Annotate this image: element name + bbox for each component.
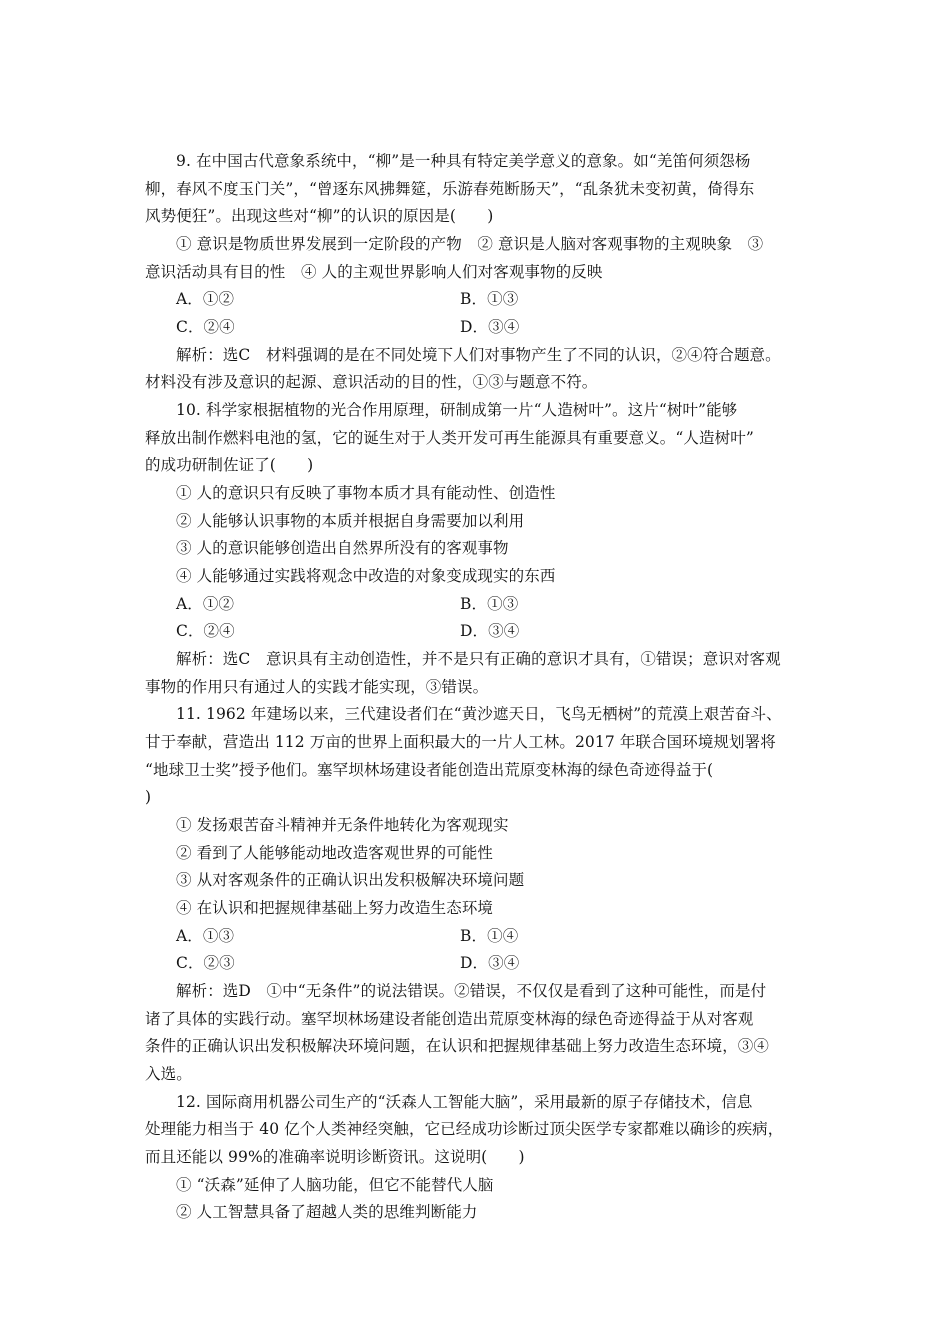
q12-option-1: ① “沃森”延伸了人脑功能，但它不能替代人脑 (176, 1176, 494, 1194)
q11-option-1: ① 发扬艰苦奋斗精神并无条件地转化为客观现实 (176, 816, 509, 834)
q12-stem-line-2: 处理能力相当于 40 亿个人类神经突触，它已经成功诊断过顶尖医学专家都难以确诊的疾病， (145, 1120, 784, 1138)
q10-analysis-line-2: 事物的作用只有通过人的实践才能实现，③错误。 (145, 678, 489, 696)
q10-option-3: ③ 人的意识能够创造出自然界所没有的客观事物 (176, 539, 509, 557)
q11-option-3: ③ 从对客观条件的正确认识出发积极解决环境问题 (176, 871, 525, 889)
q11-analysis-line-2: 诸了具体的实践行动。塞罕坝林场建设者能创造出荒原变林海的绿色奇迹得益于从对客观 (145, 1010, 754, 1028)
q10-option-1: ① 人的意识只有反映了事物本质才具有能动性、创造性 (176, 484, 556, 502)
q11-stem-line-3: “地球卫士奖”授予他们。塞罕坝林场建设者能创造出荒原变林海的绿色奇迹得益于( (145, 761, 714, 779)
q9-analysis-line-2: 材料没有涉及意识的起源、意识活动的目的性，①③与题意不符。 (145, 373, 598, 391)
q10-option-4: ④ 人能够通过实践将观念中改造的对象变成现实的东西 (176, 567, 556, 585)
q10-option-2: ② 人能够认识事物的本质并根据自身需要加以利用 (176, 512, 525, 530)
q9-stem-line-1: 9. 在中国古代意象系统中，“柳”是一种具有特定美学意义的意象。如“羌笛何须怨杨 (176, 152, 751, 170)
q9-choice-b: B．①③ (460, 290, 519, 308)
q9-choice-a: A．①② (176, 290, 235, 308)
q11-analysis-line-1: 解析：选D ①中“无条件”的说法错误。②错误，不仅仅是看到了这种可能性，而是付 (176, 982, 767, 1000)
q11-stem-line-4: ) (145, 788, 152, 806)
q10-choice-d: D．③④ (460, 622, 520, 640)
q12-stem-line-1: 12. 国际商用机器公司生产的“沃森人工智能大脑”，采用最新的原子存储技术，信息 (176, 1093, 753, 1111)
q11-analysis-line-4: 入选。 (145, 1065, 192, 1083)
q11-option-2: ② 看到了人能够能动地改造客观世界的可能性 (176, 844, 494, 862)
q9-choice-c: C．②④ (176, 318, 235, 336)
q11-option-4: ④ 在认识和把握规律基础上努力改造生态环境 (176, 899, 494, 917)
q12-stem-line-3: 而且还能以 99%的准确率说明诊断资讯。这说明( ) (145, 1148, 525, 1166)
q10-stem-line-1: 10. 科学家根据植物的光合作用原理，研制成第一片“人造树叶”。这片“树叶”能够 (176, 401, 738, 419)
q11-choice-c: C．②③ (176, 954, 235, 972)
q9-analysis-line-1: 解析：选C 材料强调的是在不同处境下人们对事物产生了不同的认识，②④符合题意。 (176, 346, 781, 364)
q10-analysis-line-1: 解析：选C 意识具有主动创造性，并不是只有正确的意识才具有，①错误；意识对客观 (176, 650, 781, 668)
q10-choice-c: C．②④ (176, 622, 235, 640)
q11-choice-d: D．③④ (460, 954, 520, 972)
q11-analysis-line-3: 条件的正确认识出发积极解决环境问题，在认识和把握规律基础上努力改造生态环境，③④ (145, 1037, 770, 1055)
q9-choice-d: D．③④ (460, 318, 520, 336)
q12-option-2: ② 人工智慧具备了超越人类的思维判断能力 (176, 1203, 478, 1221)
q11-choice-b: B．①④ (460, 927, 519, 945)
q11-stem-line-1: 11. 1962 年建场以来，三代建设者们在“黄沙遮天日，飞鸟无栖树”的荒漠上艰苦奋斗、 (176, 705, 782, 723)
q10-stem-line-2: 释放出制作燃料电池的氢，它的诞生对于人类开发可再生能源具有重要意义。“人造树叶” (145, 429, 754, 447)
q10-choice-b: B．①③ (460, 595, 519, 613)
q11-stem-line-2: 甘于奉献，营造出 112 万亩的世界上面积最大的一片人工林。2017 年联合国环境规划署将 (145, 733, 776, 751)
q9-option-line-1: ① 意识是物质世界发展到一定阶段的产物 ② 意识是人脑对客观事物的主观映象 ③ (176, 235, 764, 253)
q10-choice-a: A．①② (176, 595, 235, 613)
q9-option-line-2: 意识活动具有目的性 ④ 人的主观世界影响人们对客观事物的反映 (145, 263, 603, 281)
q11-choice-a: A．①③ (176, 927, 235, 945)
q10-stem-line-3: 的成功研制佐证了( ) (145, 456, 314, 474)
q9-stem-line-2: 柳，春风不度玉门关”，“曾逐东风拂舞筵，乐游春苑断肠天”，“乱条犹未变初黄，倚得东 (145, 180, 755, 198)
q9-stem-line-3: 风势便狂”。出现这些对“柳”的认识的原因是( ) (145, 207, 494, 225)
